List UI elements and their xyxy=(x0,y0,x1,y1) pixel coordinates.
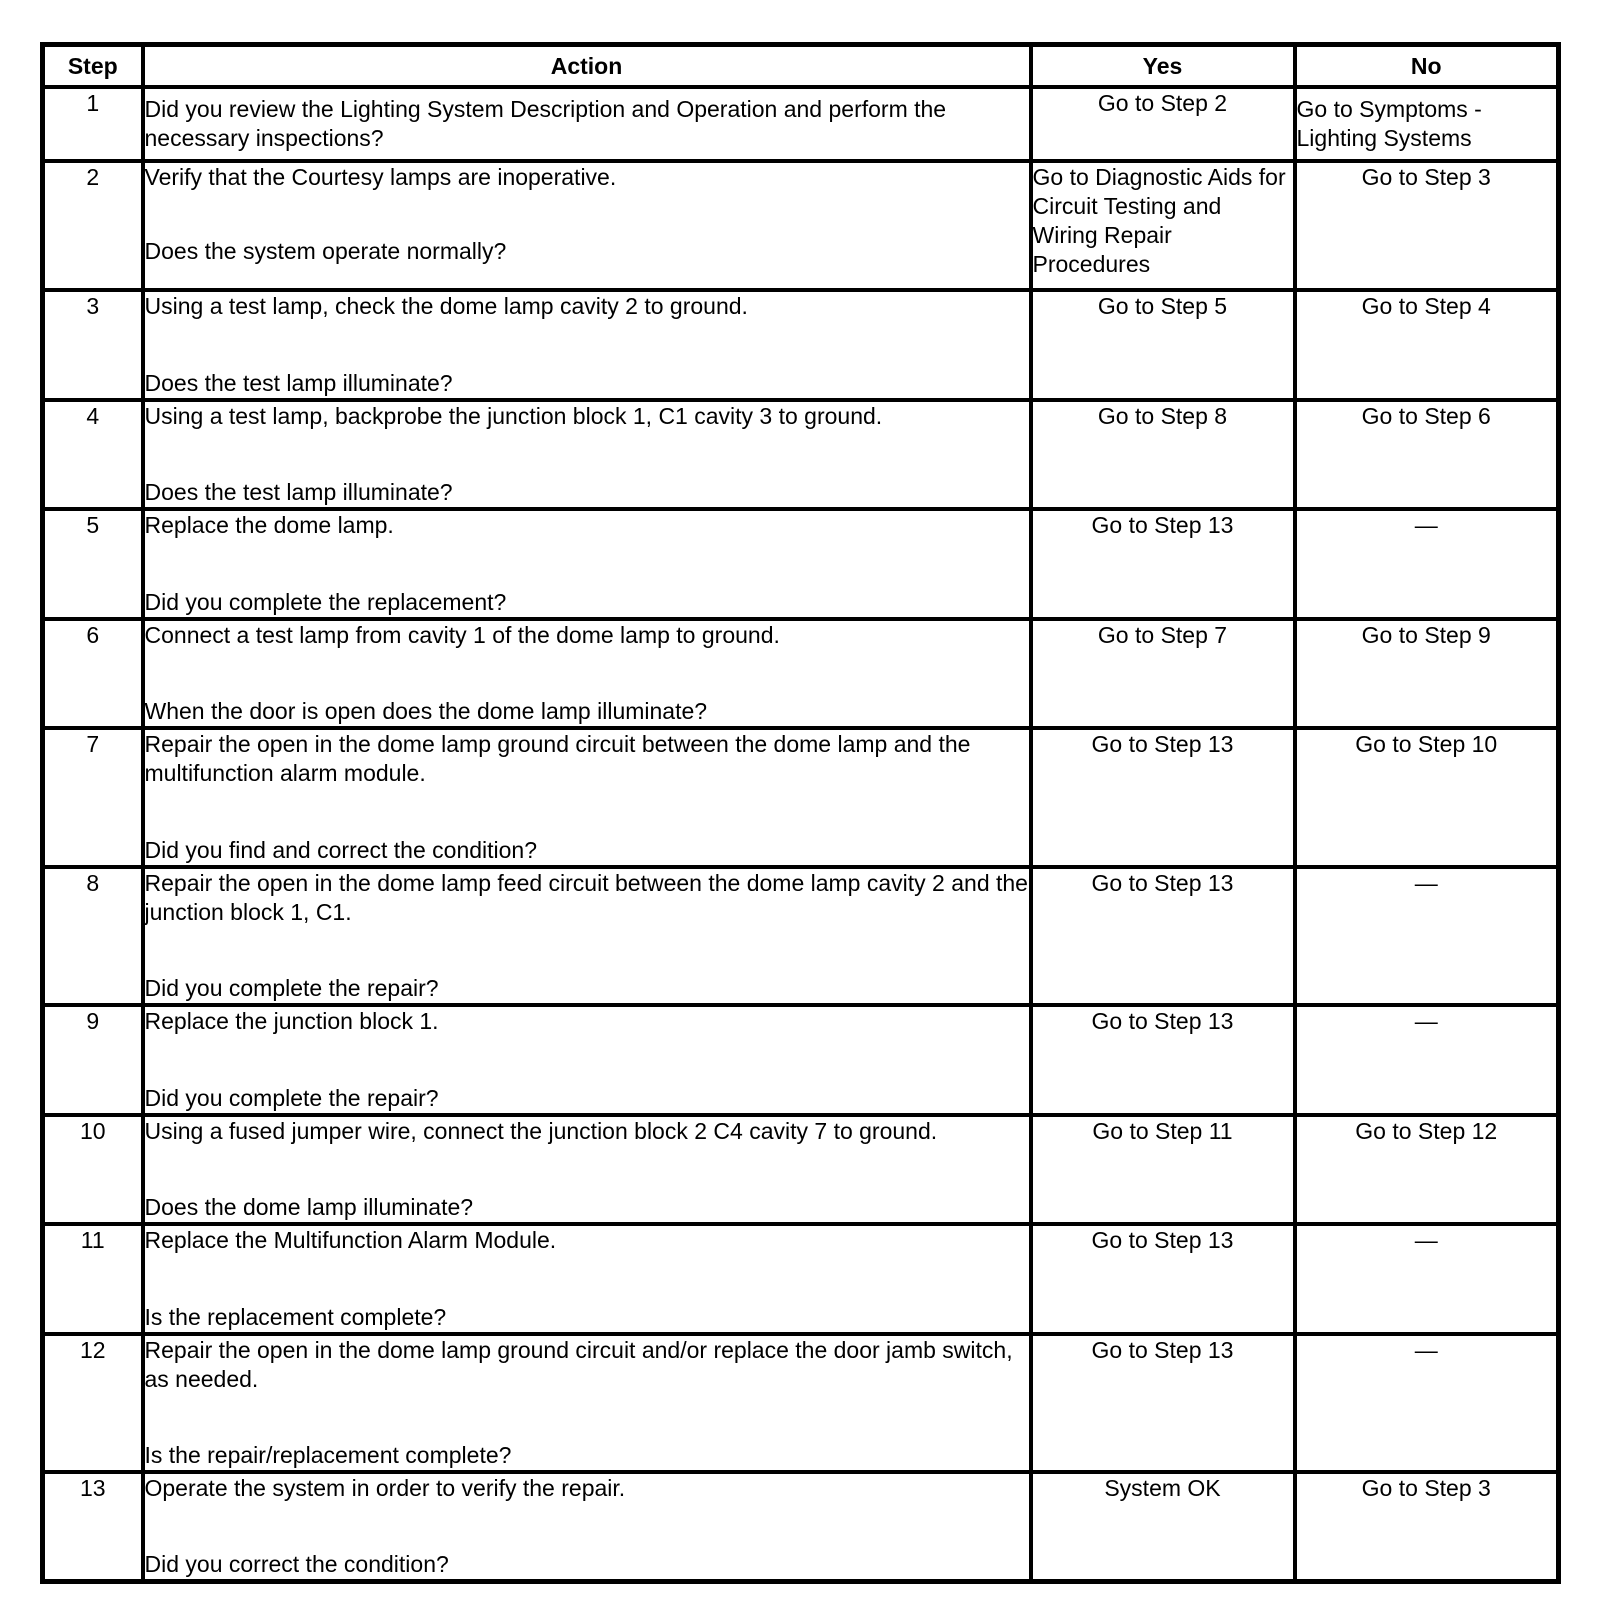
action-text: Using a test lamp, backprobe the junction block 1, C1 cavity 3 to ground. xyxy=(144,402,883,429)
no-cell: — xyxy=(1295,1334,1559,1472)
no-cell: Go to Step 4 xyxy=(1295,290,1559,399)
step-number: 4 xyxy=(43,400,143,509)
action-cell xyxy=(143,1005,1031,1114)
action-cell xyxy=(143,400,1031,509)
no-cell: — xyxy=(1295,1224,1559,1333)
yes-cell: Go to Step 8 xyxy=(1031,400,1295,509)
header-step: Step xyxy=(43,45,143,88)
yes-cell: Go to Step 13 xyxy=(1031,867,1295,1005)
step-number: 2 xyxy=(43,161,143,290)
action-cell xyxy=(143,87,1031,161)
action-text: Verify that the Courtesy lamps are inoperative. xyxy=(144,164,617,191)
action-text: Repair the open in the dome lamp ground circuit and/or replace the door jamb switch, as needed. xyxy=(144,1336,1013,1392)
action-text: Replace the junction block 1. xyxy=(144,1008,439,1035)
action-text: Using a test lamp, check the dome lamp cavity 2 to ground. xyxy=(144,293,748,320)
step-number: 10 xyxy=(43,1115,143,1224)
yes-cell: Go to Step 13 xyxy=(1031,1224,1295,1333)
action-text: Operate the system in order to verify the repair. xyxy=(144,1474,626,1501)
step-number: 1 xyxy=(43,87,143,161)
yes-cell: Go to Step 13 xyxy=(1031,1005,1295,1114)
table-row xyxy=(43,619,1559,728)
no-cell: Go to Symptoms - Lighting Systems xyxy=(1295,87,1559,161)
step-number: 11 xyxy=(43,1224,143,1333)
table-row xyxy=(43,1224,1559,1333)
action-text: Replace the dome lamp. xyxy=(144,512,394,539)
yes-cell: Go to Step 13 xyxy=(1031,509,1295,618)
diagnostic-table xyxy=(40,42,1561,1584)
action-cell xyxy=(143,290,1031,399)
action-cell xyxy=(143,1115,1031,1224)
table-row xyxy=(43,728,1559,866)
action-cell xyxy=(143,867,1031,1005)
table-row xyxy=(43,87,1559,161)
action-question: Does the test lamp illuminate? xyxy=(144,479,453,506)
action-text: Connect a test lamp from cavity 1 of the dome lamp to ground. xyxy=(144,621,780,648)
action-cell xyxy=(143,509,1031,618)
table-row xyxy=(43,1472,1559,1582)
yes-cell: Go to Step 7 xyxy=(1031,619,1295,728)
step-number: 5 xyxy=(43,509,143,618)
no-cell: Go to Step 10 xyxy=(1295,728,1559,866)
action-question: Does the test lamp illuminate? xyxy=(144,369,453,396)
action-cell xyxy=(143,1224,1031,1333)
table-row xyxy=(43,161,1559,290)
table-row xyxy=(43,290,1559,399)
no-cell: Go to Step 9 xyxy=(1295,619,1559,728)
action-question: Is the repair/replacement complete? xyxy=(144,1441,512,1468)
action-question: Did you correct the condition? xyxy=(144,1551,449,1577)
step-number: 7 xyxy=(43,728,143,866)
action-question: Did you complete the repair? xyxy=(144,975,439,1002)
no-cell: Go to Step 3 xyxy=(1295,161,1559,290)
action-text: Did you review the Lighting System Description and Operation and perform the necessary inspections? xyxy=(144,96,947,151)
action-question: Does the system operate normally? xyxy=(144,238,507,265)
step-number: 9 xyxy=(43,1005,143,1114)
action-question: Does the dome lamp illuminate? xyxy=(144,1194,474,1221)
table-row xyxy=(43,867,1559,1005)
yes-cell: System OK xyxy=(1031,1472,1295,1582)
no-cell: — xyxy=(1295,867,1559,1005)
header-row xyxy=(43,45,1559,88)
step-number: 6 xyxy=(43,619,143,728)
step-number: 8 xyxy=(43,867,143,1005)
step-number: 13 xyxy=(43,1472,143,1582)
yes-cell: Go to Step 13 xyxy=(1031,728,1295,866)
no-cell: Go to Step 6 xyxy=(1295,400,1559,509)
header-yes: Yes xyxy=(1031,45,1295,88)
action-text: Using a fused jumper wire, connect the junction block 2 C4 cavity 7 to ground. xyxy=(144,1117,938,1144)
table-row xyxy=(43,1115,1559,1224)
no-cell: — xyxy=(1295,509,1559,618)
action-text: Repair the open in the dome lamp ground circuit between the dome lamp and the multifunction alarm module. xyxy=(144,731,971,787)
no-cell: Go to Step 3 xyxy=(1295,1472,1559,1582)
table-row xyxy=(43,1005,1559,1114)
action-text: Repair the open in the dome lamp feed circuit between the dome lamp cavity 2 and the junction block 1, C1. xyxy=(144,869,1028,925)
action-cell xyxy=(143,1334,1031,1472)
action-cell xyxy=(143,619,1031,728)
action-cell xyxy=(143,728,1031,866)
table-row xyxy=(43,509,1559,618)
yes-cell: Go to Step 2 xyxy=(1031,87,1295,161)
action-question: Did you complete the repair? xyxy=(144,1084,439,1111)
step-number: 12 xyxy=(43,1334,143,1472)
action-question: Did you find and correct the condition? xyxy=(144,836,538,863)
action-question: Did you complete the replacement? xyxy=(144,588,507,615)
step-number: 3 xyxy=(43,290,143,399)
action-question: When the door is open does the dome lamp illuminate? xyxy=(144,698,708,725)
no-cell: Go to Step 12 xyxy=(1295,1115,1559,1224)
yes-cell: Go to Step 13 xyxy=(1031,1334,1295,1472)
action-cell xyxy=(143,1472,1031,1582)
table-row xyxy=(43,1334,1559,1472)
header-action: Action xyxy=(143,45,1031,88)
table-row xyxy=(43,400,1559,509)
action-question: Is the replacement complete? xyxy=(144,1303,447,1330)
yes-cell: Go to Step 11 xyxy=(1031,1115,1295,1224)
yes-cell: Go to Diagnostic Aids for Circuit Testing and Wiring Repair Procedures xyxy=(1031,161,1295,290)
yes-cell: Go to Step 5 xyxy=(1031,290,1295,399)
no-cell: — xyxy=(1295,1005,1559,1114)
action-cell xyxy=(143,161,1031,290)
action-text: Replace the Multifunction Alarm Module. xyxy=(144,1227,557,1254)
header-no: No xyxy=(1295,45,1559,88)
